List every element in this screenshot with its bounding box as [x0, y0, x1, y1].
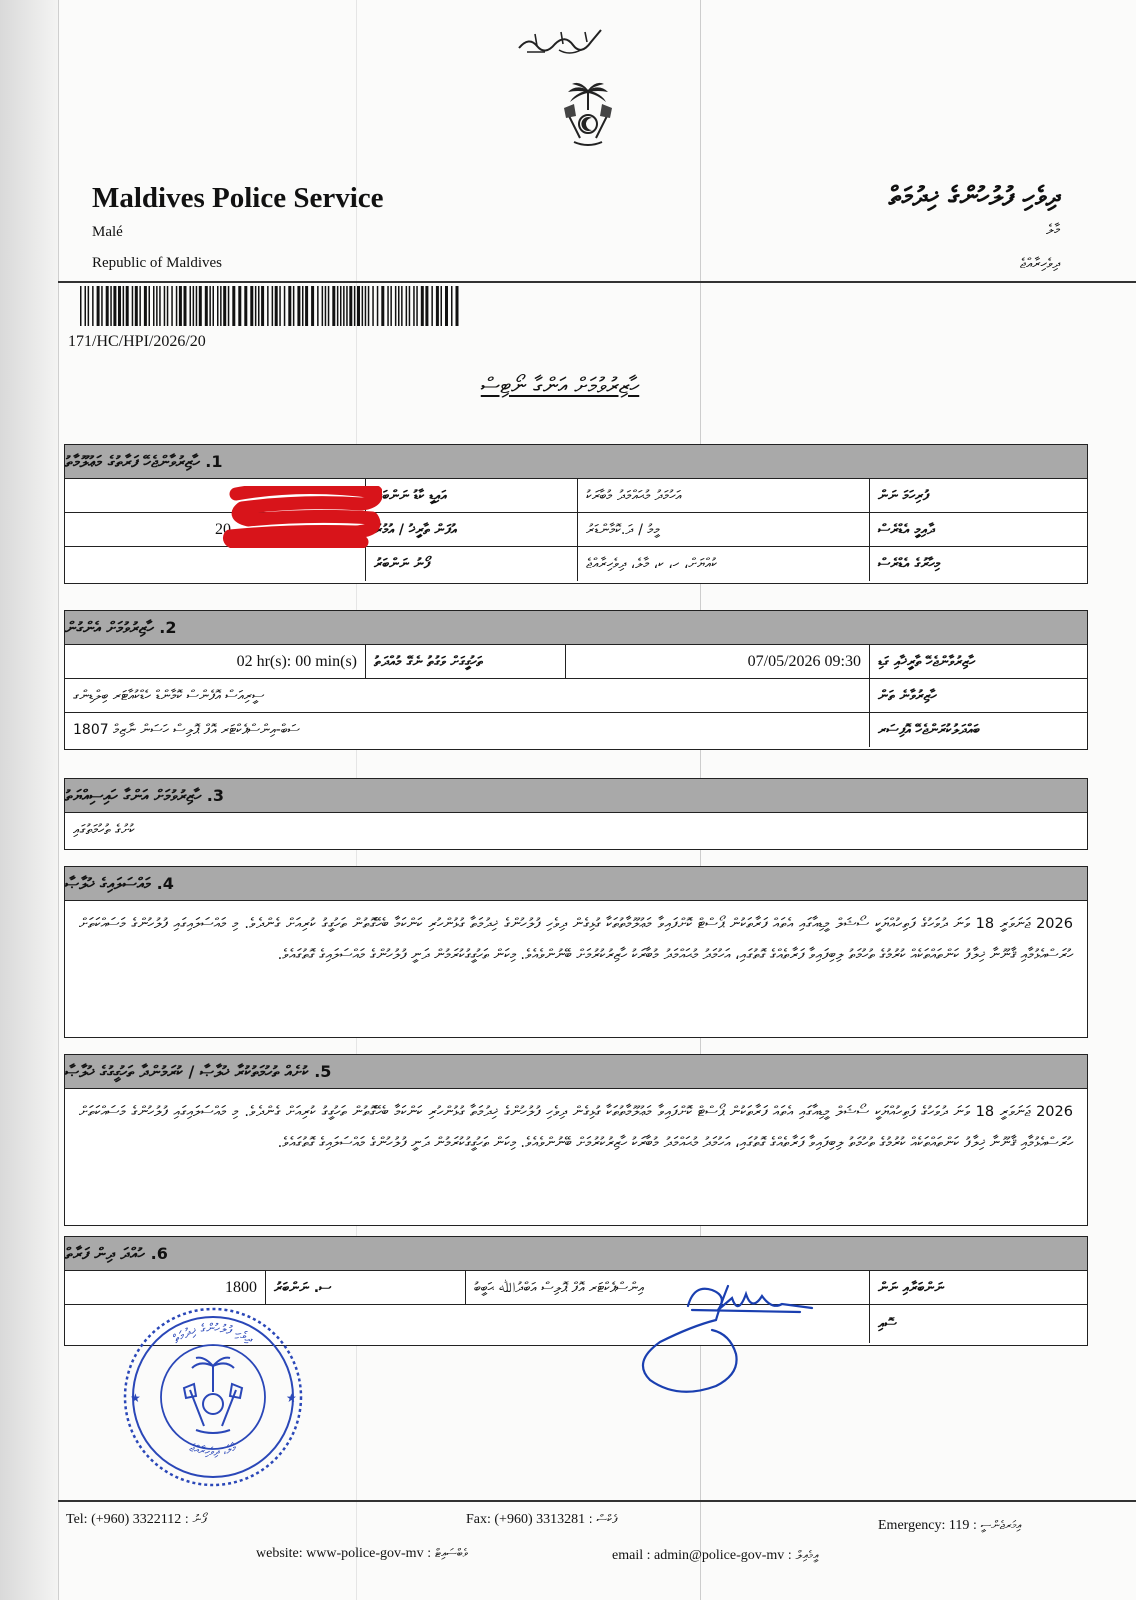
- barcode-bar: [349, 286, 352, 326]
- footer-email-dv: : އީމެއިލް: [787, 1548, 819, 1562]
- barcode-bar: [232, 286, 235, 326]
- barcode-bar: [456, 286, 459, 326]
- barcode-bar: [171, 286, 173, 326]
- barcode-bar: [144, 286, 147, 326]
- authorizer-signature: [632, 1276, 832, 1406]
- barcode-bar: [362, 286, 364, 326]
- organization-name-dv: ދިވެހި ފުލުހުންގެ ޚިދުމަތް: [888, 182, 1060, 212]
- footer-divider: [58, 1500, 1136, 1502]
- barcode-bar: [106, 286, 109, 326]
- footer-website[interactable]: [256, 1546, 468, 1562]
- barcode-bar: [395, 286, 397, 326]
- barcode-bar: [421, 286, 424, 326]
- section-summons-details: [64, 610, 1088, 750]
- authorizer-name-label: ނަންބަރާއި ނަން: [869, 1271, 1086, 1304]
- reference-number: 171/HC/HPI/2026/20: [68, 333, 206, 350]
- officer-value: ސަބް-އިންސްޕެކްޓަރ އޮފް ޕޮލިސް ހަސަން ނާޒިމް 1807: [73, 722, 300, 738]
- barcode-bar: [250, 286, 253, 326]
- document-title: ހާޒިރުވުމަށް އަންގާ ނޯޓިސް: [480, 374, 640, 399]
- section-heading: 6. ހުއްދަ ދިން ފަރާތް: [65, 1237, 1087, 1271]
- section-summoned-person: [64, 444, 1088, 584]
- authorizer-name-value: އިންސްޕެކްޓަރ އޮފް ޕޮލިސް އަބްދުﷲ ޙަބީބު: [465, 1271, 869, 1304]
- case-summary-text: 2026 ޖަނަވަރީ 18 ވަނަ ދުވަހުގެ ފަތިހުއްޔަކީ ސޯޝަލް މީޑިއާގައި އެތައް ފަރާތަކުން ޕޯސްޓް ކޮށްފައިވާ މަޢުލޫމާތުތަކާ ގުޅިގެން ދިވެހި ފުލުހުންގެ ޚިދުމަތާ ގުޅުންހުރި ކަންކަމާ ބެހޭގޮތުން ތަހުގީގު ކުރިއަށް ގެންދެވެ. މި މައްސަލައިގައި ފުލުހުންގެ މަސައްކަތަށް ހުރަސްއެޅުމާއި ޤާނޫނާ ޚިލާފު ކަންތައްތަކެއް ކުރުމުގެ ތުހުމަތު ލިބިފައިވާ ފަރާތެއްގެ ގޮތުގައި، އަހުމަދު މުޙައްމަދު މުބާރަކު ހާޒިރުކުރުމަށް ބޭނުންވެއެވެ. މިކަން ތަހުގީގުކުރަމުން ދަނީ ފުލުހުންގެ މައްސަލައިގެ ގޮތުގައެވެ.: [79, 916, 1073, 963]
- barcode-bar: [416, 286, 418, 326]
- footer-emergency: [878, 1518, 1021, 1534]
- capacity-value: ކުށުގެ ތުހުމަތުގައި: [73, 822, 135, 838]
- barcode-bar: [381, 286, 384, 326]
- barcode-bar: [346, 286, 348, 326]
- barcode-bar: [135, 286, 138, 326]
- barcode-bar: [398, 286, 400, 326]
- barcode-bar: [431, 286, 433, 326]
- organization-name-en: Maldives Police Service: [92, 182, 384, 214]
- barcode-bar: [436, 286, 439, 326]
- barcode-bar: [209, 286, 211, 326]
- barcode-bar: [199, 286, 202, 326]
- barcode-bar: [317, 286, 319, 326]
- table-row: [65, 547, 1087, 581]
- barcode-bar: [220, 286, 222, 326]
- barcode-bar: [179, 286, 182, 326]
- basmala-calligraphy: [515, 26, 605, 60]
- phone-value: [65, 547, 365, 581]
- footer-email[interactable]: [612, 1548, 818, 1564]
- redaction-mark: [222, 486, 382, 548]
- footer-email-en[interactable]: email : admin@police-gov-mv: [612, 1548, 785, 1563]
- barcode-bar: [390, 286, 392, 326]
- footer-phone: [66, 1512, 207, 1528]
- section-heading: 4. މައްސަލައިގެ ޚުލާޞާ: [65, 867, 1087, 901]
- seal-star-icon: ★: [130, 1391, 141, 1405]
- barcode-bar: [176, 286, 178, 326]
- barcode-bar: [167, 286, 169, 326]
- barcode-bar: [275, 286, 278, 326]
- barcode-bar: [325, 286, 327, 326]
- city-dv: މާލެ: [1046, 222, 1060, 238]
- barcode-bar: [284, 286, 286, 326]
- barcode-bar: [413, 286, 415, 326]
- section-heading: 1. ހާޒިރުވާންޖެހޭ ފަރާތުގެ މަޢުލޫމާތު: [65, 445, 1087, 479]
- section-allegation-summary: [64, 1054, 1088, 1226]
- permanent-address-value: މީމު / ދަ.ކޮމާންޑަރު: [577, 513, 869, 546]
- barcode-bar: [293, 286, 295, 326]
- table-row: [65, 513, 1087, 547]
- footer-phone-dv: : ފޯނު: [184, 1512, 207, 1526]
- section-heading: 3. ހާޒިރުވުމަށް އަންގާ ހައިސިއްޔަތު: [65, 779, 1087, 813]
- table-row: [65, 679, 1087, 713]
- barcode-bar: [343, 286, 345, 326]
- barcode-bar: [322, 286, 324, 326]
- footer-website-dv: : ވެބްސައިޓް: [427, 1546, 469, 1560]
- barcode-bar: [190, 286, 192, 326]
- barcode-bar: [357, 286, 360, 326]
- barcode-bar: [238, 286, 241, 326]
- seal-text-top: ދިވެހި ފުލުހުންގެ ޚިދުމަތް: [170, 1320, 256, 1347]
- barcode-bar: [305, 286, 308, 326]
- phone-label: ފޯނު ނަންބަރު: [365, 547, 577, 581]
- barcode-bar: [332, 286, 335, 326]
- barcode-bar: [101, 286, 103, 326]
- barcode-bar: [288, 286, 291, 326]
- barcode-bar: [272, 286, 274, 326]
- duration-value: 02 hr(s): 00 min(s): [236, 652, 357, 670]
- barcode-bar: [445, 286, 448, 326]
- barcode-bar: [213, 286, 215, 326]
- barcode-bar: [365, 286, 367, 326]
- footer-emergency-en: Emergency: 119: [878, 1518, 970, 1533]
- table-row: [65, 813, 1087, 847]
- dob-value: 20: [215, 520, 231, 538]
- footer-website-en[interactable]: website: www-police-gov-mv: [256, 1546, 424, 1561]
- barcode-bar: [193, 286, 195, 326]
- current-address-value: ކުއްޔަށް، ހ، ކ، މާލެ، ދިވެހިރާއްޖެ: [577, 547, 869, 581]
- section-case-summary: [64, 866, 1088, 1038]
- barcode-bar: [406, 286, 408, 326]
- table-row: [65, 645, 1087, 679]
- barcode-bar: [279, 286, 281, 326]
- official-seal-stamp: [120, 1304, 306, 1490]
- country-dv: ދިވެހިރާއްޖެ: [1019, 256, 1060, 272]
- current-address-label: މިހާރުގެ އެޑްރެސް: [869, 547, 1086, 581]
- barcode-bar: [153, 286, 155, 326]
- maldives-emblem-icon: [556, 82, 620, 152]
- barcode-bar: [123, 286, 125, 326]
- permanent-address-label: ދާއިމީ އެޑްރެސް: [869, 513, 1086, 546]
- barcode-bar: [196, 286, 198, 326]
- barcode-bar: [302, 286, 304, 326]
- footer-fax-en: Fax: (+960) 3313281: [466, 1512, 586, 1527]
- dob-label: އުފަން ތާރީޚު / އުމުރު: [365, 513, 577, 546]
- city-en: Malé: [92, 224, 123, 240]
- barcode-bar: [164, 286, 166, 326]
- barcode-bar: [311, 286, 314, 326]
- barcode-bar: [297, 286, 300, 326]
- barcode-bar: [368, 286, 370, 326]
- barcode-bar: [118, 286, 121, 326]
- barcode-bar: [217, 286, 219, 326]
- barcode-bar: [258, 286, 260, 326]
- page-edge-line: [58, 0, 59, 1600]
- barcode-bar: [92, 286, 94, 326]
- barcode-bar: [113, 286, 116, 326]
- barcode-bar: [126, 286, 129, 326]
- barcode-bar: [149, 286, 151, 326]
- barcode-bar: [377, 286, 379, 326]
- barcode-bar: [85, 286, 87, 326]
- barcode-bar: [372, 286, 374, 326]
- section-heading: 5. ކުށެއް ތުހުމަތުކުރާ ޚުލާޞާ / ކުރަމުންދާ ތަހުގީގުގެ ޚުލާޞާ: [65, 1055, 1087, 1089]
- barcode-bar: [159, 286, 161, 326]
- barcode-bar: [340, 286, 342, 326]
- footer-phone-en: Tel: (+960) 3322112: [66, 1512, 182, 1527]
- barcode-bar: [425, 286, 428, 326]
- allegation-summary-text: 2026 ޖަނަވަރީ 18 ވަނަ ދުވަހުގެ ފަތިހުއްޔަކީ ސޯޝަލް މީޑިއާގައި އެތައް ފަރާތަކުން ޕޯސްޓް ކޮށްފައިވާ މަޢުލޫމާތުތަކާ ގުޅިގެން ދިވެހި ފުލުހުންގެ ޚިދުމަތާ ގުޅުންހުރި ކަންކަމާ ބެހޭގޮތުން ތަހުގީގު ކުރިއަށް ގެންދެވެ. މި މައްސަލައިގައި ފުލުހުންގެ މަސައްކަތަށް ހުރަސްއެޅުމާއި ޤާނޫނާ ޚިލާފު ކަންތައްތަކެއް ކުރުމުގެ ތުހުމަތު ލިބިފައިވާ ފަރާތެއްގެ ގޮތުގައި، އަހުމަދު މުޙައްމަދު މުބާރަކު ހާޒިރުކުރުމަށް ބޭނުންވެއެވެ. މިކަން ތަހުގީގުކުރަމުން ދަނީ ފުލުހުންގެ މައްސަލައިގެ ގޮތުގައެވެ.: [79, 1104, 1073, 1151]
- barcode-bar: [409, 286, 411, 326]
- table-row: [65, 713, 1087, 747]
- barcode-bar: [328, 286, 330, 326]
- full-name-value: އަހުމަދު މުޙައްމަދު މުބާރަކު: [577, 479, 869, 512]
- full-name-label: ފުރިހަމަ ނަން: [869, 479, 1086, 512]
- footer-emergency-dv: : އިމަރޖެންސީ: [972, 1518, 1022, 1532]
- country-en: Republic of Maldives: [92, 255, 222, 271]
- barcode-bar: [337, 286, 339, 326]
- barcode-bar: [156, 286, 158, 326]
- barcode-bar: [441, 286, 443, 326]
- seal-star-icon: ★: [286, 1391, 297, 1405]
- footer-fax: [466, 1512, 617, 1528]
- location-value: ސީރިއަސް އޮފެންސް ކޮމާންޑް ހެޑްކުއާޓަރ ބިލްޑިންގ: [73, 687, 265, 704]
- section-capacity: [64, 778, 1088, 850]
- service-number-label: ސ. ނަންބަރު: [265, 1271, 465, 1304]
- barcode-bar: [267, 286, 269, 326]
- section-heading: 2. ހާޒިރުވުމަށް އެންގުން: [65, 611, 1087, 645]
- signature-label: ސޮއި: [869, 1305, 1086, 1343]
- barcode-bar: [132, 286, 134, 326]
- barcode-bar: [97, 286, 100, 326]
- barcode-bar: [401, 286, 403, 326]
- header-divider: [58, 281, 1136, 283]
- barcode-bar: [354, 286, 356, 326]
- barcode-bar: [205, 286, 208, 326]
- service-number-value: 1800: [225, 1278, 257, 1296]
- location-label: ހާޒިރުވާނެ ތަން: [869, 679, 1086, 712]
- barcode-bar: [110, 286, 112, 326]
- barcode-bar: [261, 286, 264, 326]
- footer-fax-dv: : ފެކްސް: [588, 1512, 618, 1526]
- barcode-bar: [80, 286, 82, 326]
- barcode: [80, 286, 460, 326]
- page-edge: [0, 0, 58, 1600]
- barcode-bar: [255, 286, 257, 326]
- table-row: [65, 479, 1087, 513]
- barcode-bar: [184, 286, 187, 326]
- barcode-bar: [223, 286, 226, 326]
- barcode-bar: [88, 286, 90, 326]
- barcode-bar: [228, 286, 230, 326]
- barcode-bar: [139, 286, 141, 326]
- barcode-bar: [244, 286, 247, 326]
- appearance-datetime-value: 07/05/2026 09:30: [565, 645, 869, 678]
- id-card-label: އައިޑީ ކާޑު ނަންބަރު: [365, 479, 577, 512]
- officer-label: ބައްދަލުކުރަންޖެހޭ އޮފިސަރ: [869, 713, 1086, 747]
- appearance-datetime-label: ހާޒިރުވާންޖެހޭ ތާރީޚާއި ގަޑި: [869, 645, 1086, 678]
- barcode-bar: [451, 286, 453, 326]
- seal-text-bottom: މާލެ، ދިވެހިރާއްޖެ: [187, 1440, 239, 1459]
- duration-label: ތަހުގީގަށް ވަގުތު ނެގޭ މުއްދަތު: [365, 645, 565, 678]
- barcode-bar: [387, 286, 389, 326]
- table-row: [65, 1271, 1087, 1305]
